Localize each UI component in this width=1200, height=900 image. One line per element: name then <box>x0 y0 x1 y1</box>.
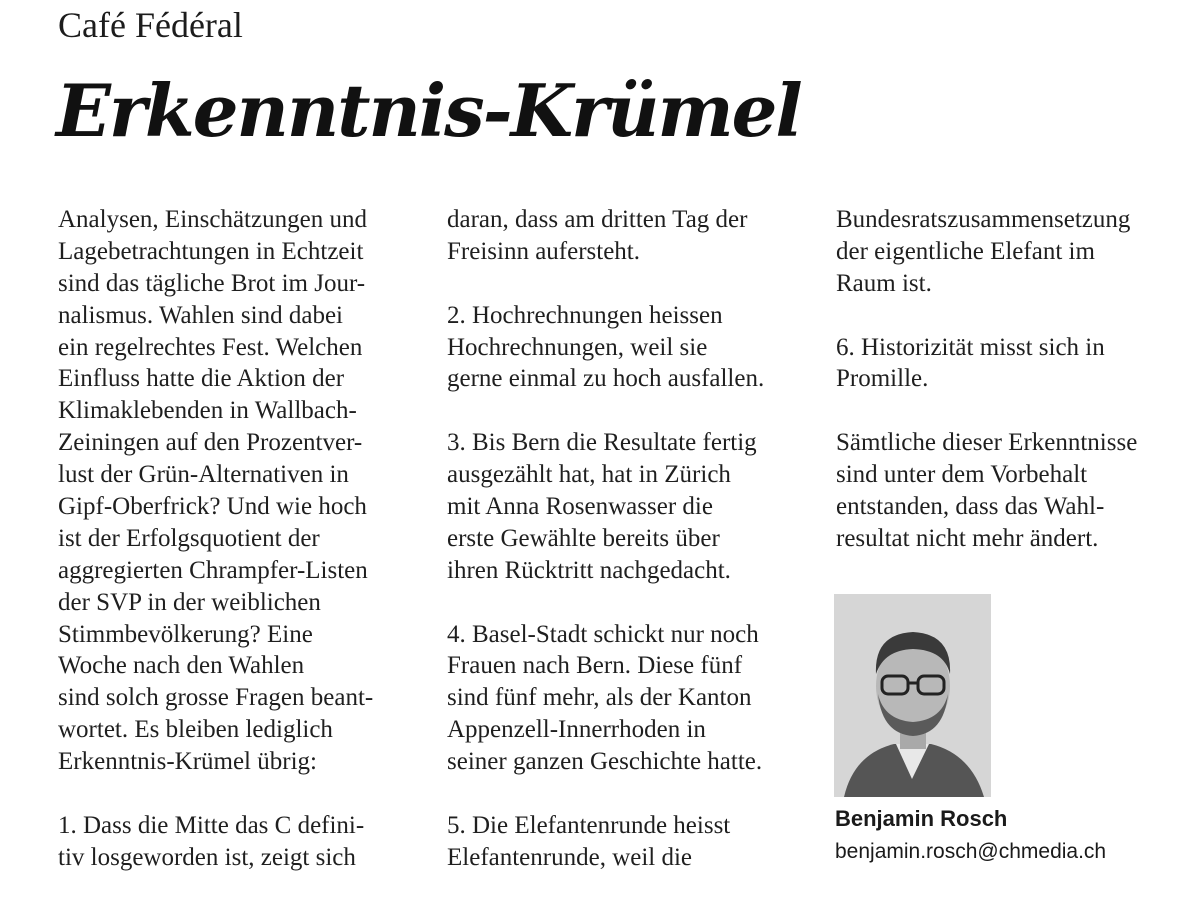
text-line: Freisinn aufersteht. <box>447 237 641 265</box>
text-line: wortet. Es bleiben lediglich <box>58 716 333 744</box>
text-line: Woche nach den Wahlen <box>58 652 305 680</box>
text-line: Hochrechnungen, weil sie <box>447 333 708 361</box>
text-line: Promille. <box>836 365 929 393</box>
text-line: Appenzell-Innerrhoden in <box>447 716 706 744</box>
paragraph-gap <box>836 300 1196 332</box>
text-column-2 <box>447 204 807 874</box>
text-line: Raum ist. <box>836 269 932 297</box>
text-column-1 <box>58 204 418 874</box>
portrait-illustration <box>834 594 991 797</box>
text-line: seiner ganzen Geschichte hatte. <box>447 748 763 776</box>
text-line: Zeiningen auf den Prozentver- <box>58 429 363 457</box>
text-line: Einfluss hatte die Aktion der <box>58 365 345 393</box>
text-line: 2. Hochrechnungen heissen <box>447 301 723 329</box>
text-line: sind fünf mehr, als der Kanton <box>447 684 752 712</box>
paragraph-gap <box>447 778 807 810</box>
text-line: sind unter dem Vorbehalt <box>836 461 1088 489</box>
text-line: Sämtliche dieser Erkenntnisse <box>836 429 1138 457</box>
text-line: 3. Bis Bern die Resultate fertig <box>447 429 757 457</box>
text-line: 1. Dass die Mitte das C defini- <box>58 811 365 839</box>
text-line: ihren Rücktritt nachgedacht. <box>447 556 731 584</box>
column-kicker: Café Fédéral <box>58 5 243 45</box>
text-line: mit Anna Rosenwasser die <box>447 493 713 521</box>
text-line: tiv losgeworden ist, zeigt sich <box>58 843 356 871</box>
text-line: ein regelrechtes Fest. Welchen <box>58 333 363 361</box>
text-line: Klimaklebenden in Wallbach- <box>58 397 357 425</box>
text-line: sind solch grosse Fragen beant- <box>58 684 374 712</box>
text-column-3 <box>836 204 1196 555</box>
text-line: Stimmbevölkerung? Eine <box>58 620 313 648</box>
text-line: sind das tägliche Brot im Jour- <box>58 269 366 297</box>
text-line: resultat nicht mehr ändert. <box>836 524 1099 552</box>
text-line: ausgezählt hat, hat in Zürich <box>447 461 731 489</box>
text-line: 4. Basel-Stadt schickt nur noch <box>447 620 759 648</box>
text-line: gerne einmal zu hoch ausfallen. <box>447 365 765 393</box>
text-line: nalismus. Wahlen sind dabei <box>58 301 343 329</box>
author-email[interactable]: benjamin.rosch@chmedia.ch <box>835 840 1107 863</box>
text-line: erste Gewählte bereits über <box>447 524 720 552</box>
text-line: lust der Grün-Alternativen in <box>58 461 349 489</box>
paragraph-gap <box>836 395 1196 427</box>
text-line: Frauen nach Bern. Diese fünf <box>447 652 743 680</box>
text-line: Elefantenrunde, weil die <box>447 843 693 871</box>
headline: Erkenntnis-Krümel <box>56 68 801 153</box>
text-line: daran, dass am dritten Tag der <box>447 206 748 233</box>
text-line: der eigentliche Elefant im <box>836 237 1095 265</box>
author-name: Benjamin Rosch <box>835 806 1008 831</box>
text-line: Lagebetrachtungen in Echtzeit <box>58 237 364 265</box>
text-line: Analysen, Einschätzungen und <box>58 206 367 233</box>
text-line: 6. Historizität misst sich in <box>836 333 1105 361</box>
paragraph-gap <box>447 587 807 619</box>
text-line: ist der Erfolgsquotient der <box>58 524 320 552</box>
text-line: der SVP in der weiblichen <box>58 588 321 616</box>
text-line: aggregierten Chrampfer-Listen <box>58 556 368 584</box>
text-line: entstanden, dass das Wahl- <box>836 493 1105 521</box>
paragraph-gap <box>447 395 807 427</box>
author-photo <box>834 594 991 797</box>
paragraph-gap <box>447 268 807 300</box>
text-line: Bundesratszusammensetzung <box>836 206 1131 233</box>
text-line: Erkenntnis-Krümel übrig: <box>58 748 317 776</box>
text-line: Gipf-Oberfrick? Und wie hoch <box>58 493 367 521</box>
text-line: 5. Die Elefantenrunde heisst <box>447 811 731 839</box>
paragraph-gap <box>58 778 418 810</box>
